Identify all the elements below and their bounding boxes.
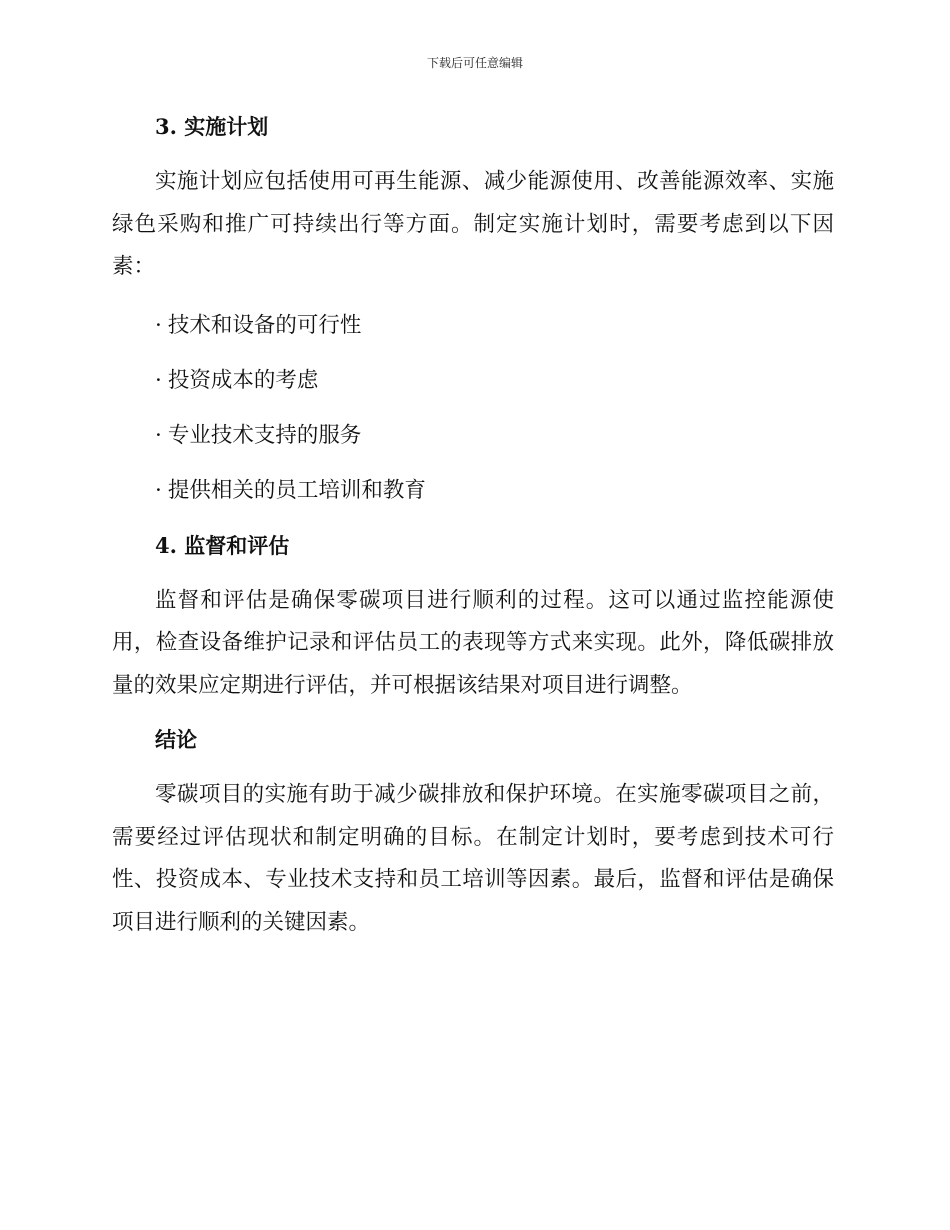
section-3-paragraph: 实施计划应包括使用可再生能源、减少能源使用、改善能源效率、实施绿色采购和推广可持续出行等方面。制定实施计划时，需要考虑到以下因素： [112, 169, 834, 279]
section-4-heading: 4. 监督和评估 [155, 532, 290, 558]
bullet-dot: · [155, 422, 162, 448]
bullet-text: 专业技术支持的服务 [167, 422, 362, 448]
document-body [112, 112, 834, 944]
bullet-text: 技术和设备的可行性 [167, 312, 362, 338]
page-header: 下载后可任意编辑 [426, 56, 523, 70]
bullet-item [155, 421, 834, 451]
section-3-heading: 3. 实施计划 [155, 114, 269, 139]
conclusion-heading: 结论 [155, 727, 197, 752]
bullet-text: 投资成本的考虑 [167, 367, 319, 393]
bullet-item [155, 476, 834, 506]
bullet-dot: · [155, 367, 162, 393]
section-4-paragraph: 监督和评估是确保零碳项目进行顺利的过程。这可以通过监控能源使用，检查设备维护记录和评估员工的表现等方式来实现。此外，降低碳排放量的效果应定期进行评估，并可根据该结果对项目进行调整。 [112, 587, 834, 698]
bullet-text: 提供相关的员工培训和教育 [167, 477, 426, 503]
conclusion-paragraph: 零碳项目的实施有助于减少碳排放和保护环境。在实施零碳项目之前，需要经过评估现状和制定明确的目标。在制定计划时，要考虑到技术可行性、投资成本、专业技术支持和员工培训等因素。最后，监督和评估是确保项目进行顺利的关键因素。 [112, 782, 834, 935]
bullet-item [155, 311, 834, 341]
bullet-dot: · [155, 312, 162, 338]
bullet-dot: · [155, 477, 162, 503]
bullet-item [155, 366, 834, 396]
